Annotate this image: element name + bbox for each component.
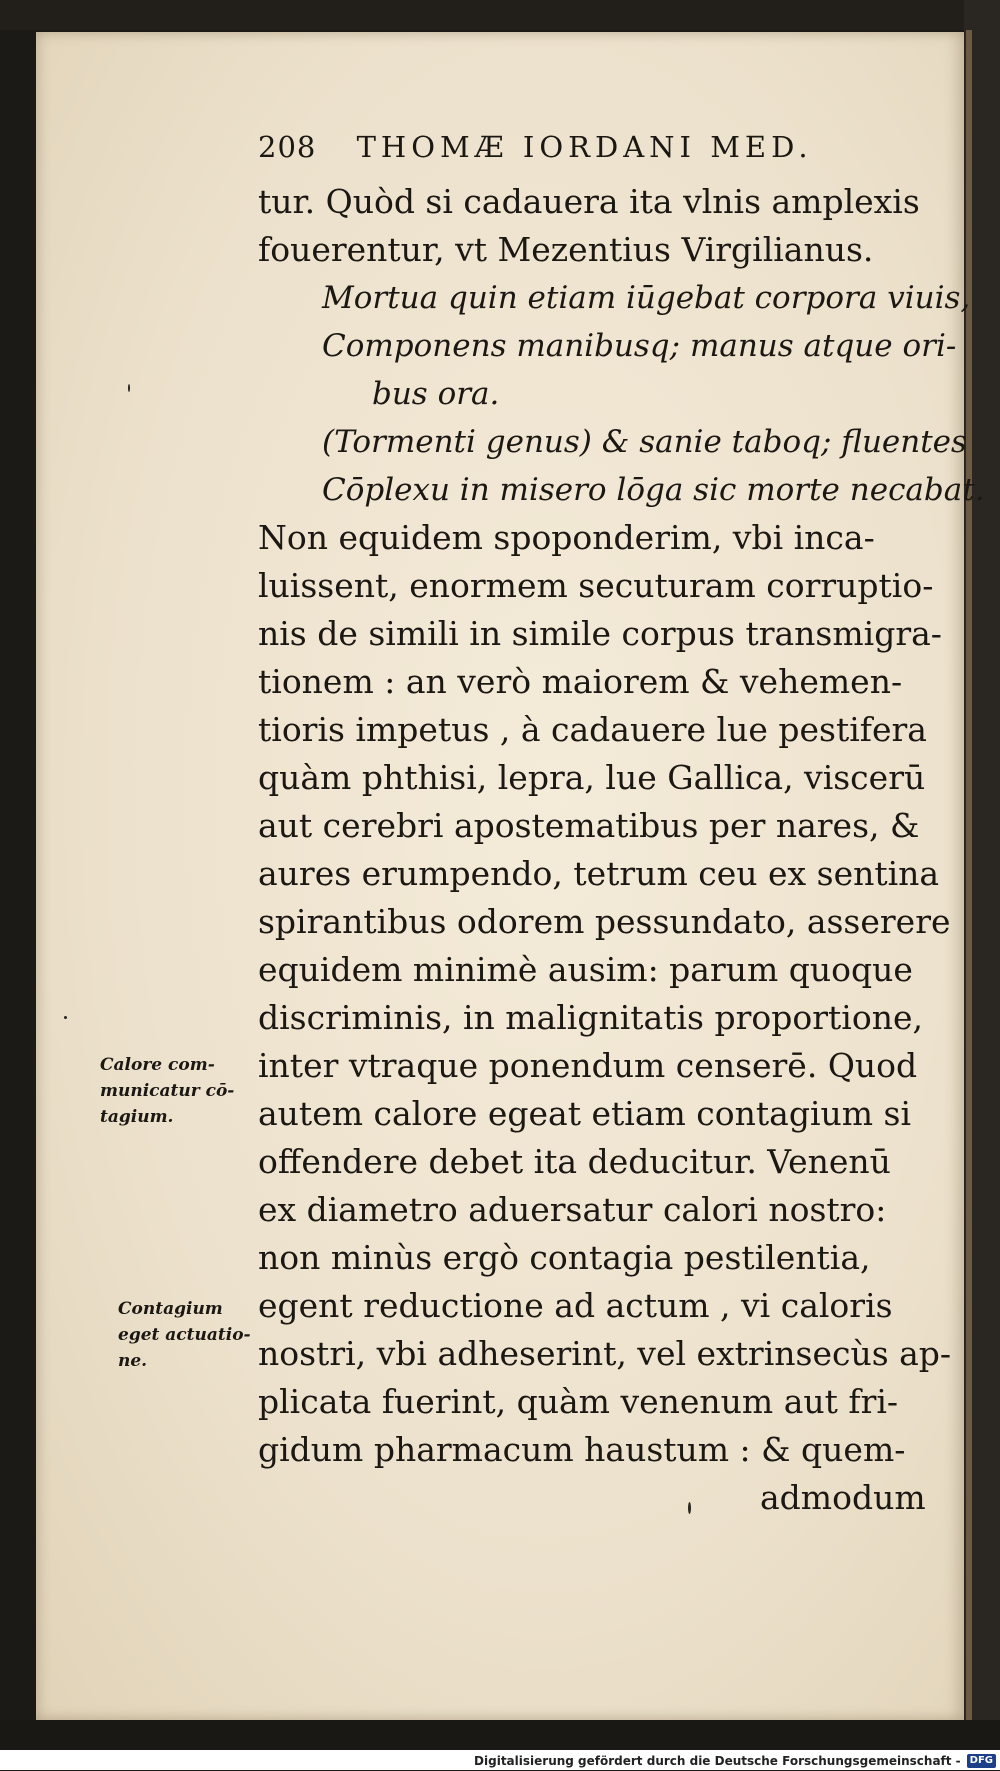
margin-note-line: Calore com- [100, 1055, 215, 1075]
margin-note-contagium [118, 1296, 268, 1374]
text-line: inter vtraque ponendum censerē. Quod [258, 1046, 918, 1085]
verse-line: Mortua quin etiam iūgebat corpora viuis, [322, 280, 971, 316]
text-line: Non equidem spoponderim, vbi inca- [258, 518, 875, 557]
text-line: nostri, vbi adheserint, vel extrinsecùs ap- [258, 1334, 952, 1373]
catchword-line: admodum [760, 1478, 926, 1517]
verse-line: (Tormenti genus) & sanie taboq; fluentes [322, 424, 967, 460]
text-line: ex diametro aduersatur calori nostro: [258, 1190, 887, 1229]
margin-note-line: ne. [118, 1351, 148, 1371]
scan-border-top [0, 0, 1000, 30]
text-line: aut cerebri apostematibus per nares, & [258, 806, 920, 845]
text-line: egent reductione ad actum , vi caloris [258, 1286, 893, 1325]
text-line: fouerentur, vt Mezentius Virgilianus. [258, 230, 874, 269]
text-line: luissent, enormem secuturam corruptio- [258, 566, 934, 605]
verse-line: bus ora. [372, 376, 500, 412]
text-line: offendere debet ita deducitur. Venenū [258, 1142, 891, 1181]
text-line: tionem : an verò maiorem & vehemen- [258, 662, 903, 701]
text-line: plicata fuerint, quàm venenum aut fri- [258, 1382, 899, 1421]
running-header [258, 130, 868, 170]
margin-note-calore [100, 1052, 250, 1130]
dfg-logo: DFG [967, 1754, 996, 1768]
digitization-footer [0, 1750, 1000, 1770]
text-line: tioris impetus , à cadauere lue pestifera [258, 710, 927, 749]
verse-line: Componens manibusq; manus atque ori- [322, 328, 957, 364]
digitization-credit: Digitalisierung gefördert durch die Deutsche Forschungsgemeinschaft - [474, 1753, 961, 1768]
text-line: nis de simili in simile corpus transmigra- [258, 614, 942, 653]
text-line: quàm phthisi, lepra, lue Gallica, viscerū [258, 758, 926, 797]
text-line: discriminis, in malignitatis proportione, [258, 998, 923, 1037]
margin-note-line: eget actuatio- [118, 1325, 251, 1345]
text-line: tur. Quòd si cadauera ita vlnis amplexis [258, 182, 920, 221]
text-line: gidum pharmacum haustum : & quem- [258, 1430, 906, 1469]
scan-border-bottom [0, 1720, 1000, 1750]
text-line: autem calore egeat etiam contagium si [258, 1094, 912, 1133]
margin-note-line: municatur cō- [100, 1081, 235, 1101]
running-title: THOMÆ IORDANI MED. [356, 130, 813, 164]
page-number: 208 [258, 130, 317, 164]
text-line: aures erumpendo, tetrum ceu ex sentina [258, 854, 940, 893]
text-line: equidem minimè ausim: parum quoque [258, 950, 913, 989]
text-line: non minùs ergò contagia pestilentia, [258, 1238, 871, 1277]
margin-note-line: Contagium [118, 1299, 223, 1319]
verse-line: Cōplexu in misero lōga sic morte necabat. [322, 472, 985, 508]
margin-note-line: tagium. [100, 1107, 174, 1127]
text-line: spirantibus odorem pessundato, asserere [258, 902, 951, 941]
